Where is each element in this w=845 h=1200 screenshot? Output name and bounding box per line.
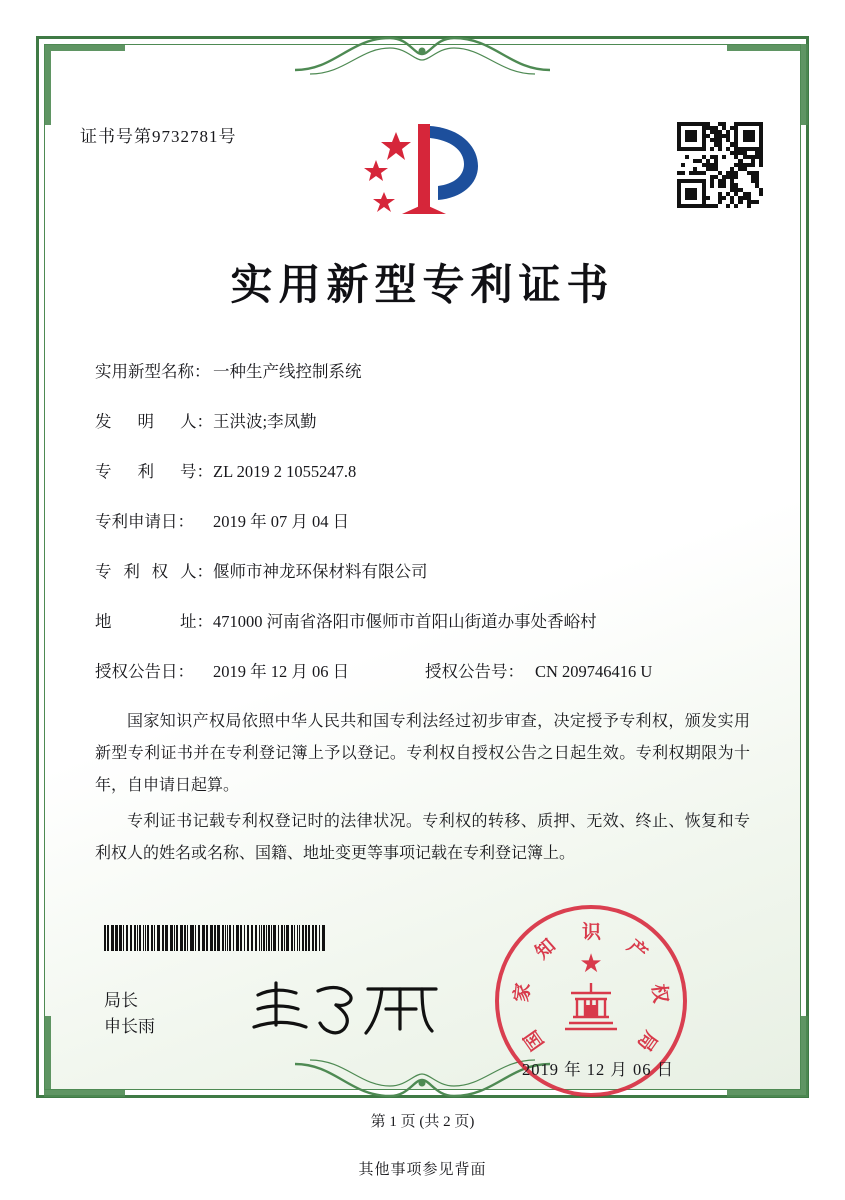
seal-star-icon: ★	[579, 949, 603, 978]
field-application-date	[95, 508, 755, 532]
certificate-number: 证书号第9732781号	[80, 127, 237, 146]
barcode	[104, 925, 326, 951]
signature-title: 局长	[104, 991, 138, 1010]
seal-ring-text: 国 家 知 识 产 权 局	[510, 921, 672, 1056]
field-grant-announcement	[95, 658, 755, 682]
label-utility-model-name: 实用新型名称：	[95, 362, 211, 381]
label-patent-number-char-2: 利	[137, 462, 154, 481]
label-patent-number-char-3: 号：	[180, 462, 213, 481]
cnipa-logo-icon	[352, 118, 494, 222]
corner-ornament-bottom-right	[727, 1016, 808, 1097]
label-inventor-char-3: 人：	[180, 412, 213, 431]
label-grant-date: 授权公告日：	[95, 662, 194, 681]
seal-date: 2019 年 12 月 06 日	[522, 1060, 675, 1079]
field-patentee	[95, 558, 755, 582]
value-patent-number: ZL 2019 2 1055247.8	[213, 462, 357, 481]
value-address: 471000 河南省洛阳市偃师市首阳山街道办事处香峪村	[213, 612, 597, 631]
field-patent-number	[95, 458, 755, 482]
label-patentee-char-1: 专	[95, 562, 112, 581]
top-flourish-ornament	[290, 30, 555, 76]
value-grant-number: CN 209746416 U	[535, 662, 653, 681]
label-address-char-1: 地	[95, 612, 112, 631]
corner-ornament-top-right	[727, 44, 808, 125]
grant-date-group	[95, 658, 425, 682]
field-utility-model-name	[95, 358, 755, 382]
label-inventor-char-2: 明	[137, 412, 154, 431]
label-patentee-char-3: 权	[151, 562, 169, 581]
grant-number-group	[425, 658, 652, 682]
page-title: 实用新型专利证书	[230, 260, 615, 309]
paragraph-1: 国家知识产权局依照中华人民共和国专利法经过初步审查，决定授予专利权，颁发实用新型专利证书并在专利登记簿上予以登记。专利权自授权公告之日起生效。专利权期限为十年，自申请日起算。	[95, 713, 750, 794]
value-application-date: 2019 年 07 月 04 日	[213, 512, 350, 531]
label-grant-number: 授权公告号：	[425, 662, 524, 681]
qr-code	[677, 122, 763, 208]
label-application-date: 专利申请日：	[95, 512, 194, 531]
label-inventor	[95, 408, 213, 432]
field-address	[95, 608, 755, 632]
label-patentee	[95, 558, 213, 582]
signature-name: 申长雨	[104, 1017, 155, 1036]
label-patent-number-char-1: 专	[95, 462, 112, 481]
value-utility-model-name: 一种生产线控制系统	[213, 362, 362, 381]
paragraph-2: 专利证书记载专利权登记时的法律状况。专利权的转移、质押、无效、终止、恢复和专利权人的姓名或名称、国籍、地址变更等事项记载在专利登记簿上。	[95, 813, 750, 862]
legal-paragraphs	[95, 706, 750, 874]
footer-note: 其他事项参见背面	[358, 1162, 487, 1178]
signature-block	[104, 988, 155, 1040]
field-inventor	[95, 408, 755, 432]
label-address-char-2: 址：	[180, 612, 213, 631]
corner-ornament-top-left	[44, 44, 125, 125]
handwritten-signature	[240, 975, 450, 1045]
value-patentee: 偃师市神龙环保材料有限公司	[213, 562, 428, 581]
certificate-fields	[95, 358, 755, 708]
value-inventor: 王洪波;李凤勤	[213, 412, 317, 431]
label-patentee-char-2: 利	[123, 562, 140, 581]
label-address	[95, 608, 213, 632]
label-patent-number	[95, 458, 213, 482]
label-patentee-char-4: 人：	[179, 562, 213, 581]
value-grant-date: 2019 年 12 月 06 日	[213, 662, 350, 681]
label-inventor-char-1: 发	[95, 412, 112, 431]
page-indicator: 第 1 页 (共 2 页)	[370, 1114, 475, 1130]
